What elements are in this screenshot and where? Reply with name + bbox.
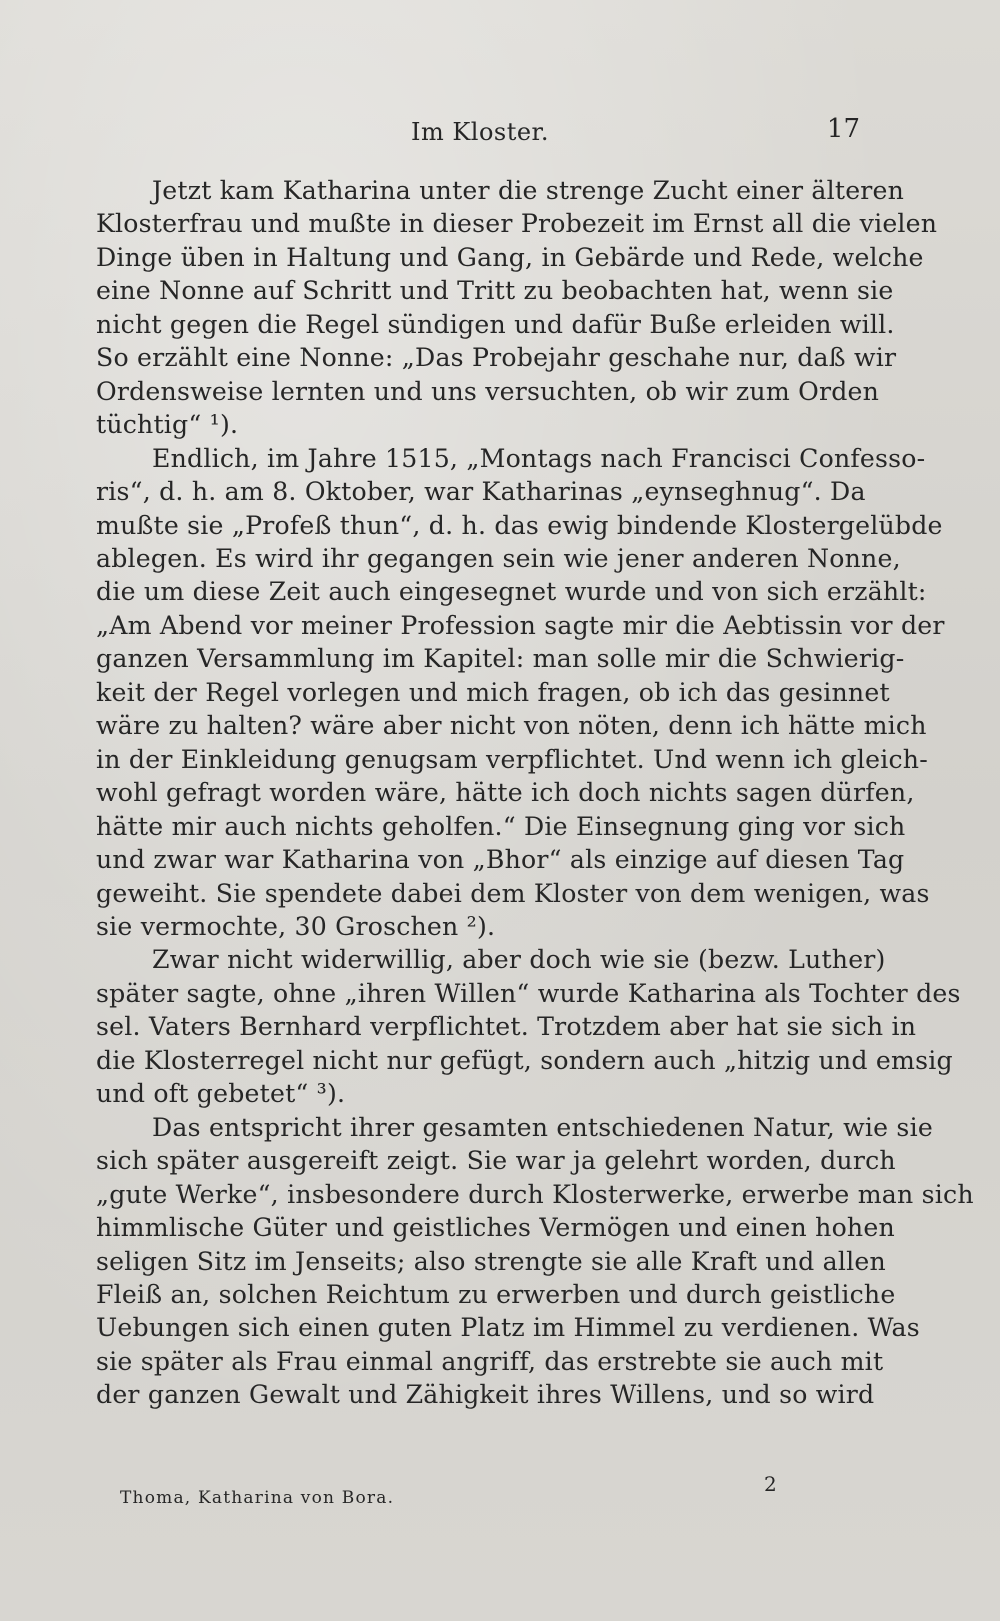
page-footer — [100, 1472, 860, 1510]
text-line: Zwar nicht widerwillig, aber doch wie sie (bezw. Luther) — [152, 945, 886, 975]
text-line: hätte mir auch nichts geholfen.“ Die Einsegnung ging vor sich — [96, 811, 906, 841]
text-line: wäre zu halten? wäre aber nicht von nöten, denn ich hätte mich — [96, 711, 927, 741]
text-line: himmlische Güter und geistliches Vermögen und einen hohen — [96, 1213, 895, 1243]
text-line: sie später als Frau einmal angriff, das erstrebte sie auch mit — [96, 1346, 884, 1376]
signature-line: Thoma, Katharina von Bora. — [120, 1488, 395, 1508]
text-line: ris“, d. h. am 8. Oktober, war Katharinas „eynseghnug“. Da — [96, 477, 866, 507]
text-line: sel. Vaters Bernhard verpflichtet. Trotzdem aber hat sie sich in — [96, 1012, 917, 1042]
text-line: keit der Regel vorlegen und mich fragen, ob ich das gesinnet — [96, 677, 890, 707]
text-line: sie vermochte, 30 Groschen ²). — [96, 911, 496, 941]
body-text — [96, 174, 974, 1412]
text-line: und oft gebetet“ ³). — [96, 1079, 346, 1109]
text-line: Ordensweise lernten und uns versuchten, ob wir zum Orden — [96, 376, 880, 406]
text-line: geweiht. Sie spendete dabei dem Kloster von dem wenigen, was — [96, 878, 930, 908]
text-line: „gute Werke“, insbesondere durch Klosterwerke, erwerbe man sich — [96, 1179, 974, 1209]
text-line: Das entspricht ihrer gesamten entschiedenen Natur, wie sie — [152, 1112, 933, 1142]
text-line: eine Nonne auf Schritt und Tritt zu beobachten hat, wenn sie — [96, 276, 894, 306]
text-line: So erzählt eine Nonne: „Das Probejahr geschahe nur, daß wir — [96, 343, 897, 373]
signature-mark: 2 — [764, 1472, 777, 1496]
text-line: Fleiß an, solchen Reichtum zu erwerben und durch geistliche — [96, 1279, 896, 1309]
page-header — [100, 114, 860, 158]
text-line: die Klosterregel nicht nur gefügt, sondern auch „hitzig und emsig — [96, 1045, 953, 1075]
text-line: „Am Abend vor meiner Profession sagte mir die Aebtissin vor der — [96, 610, 945, 640]
text-line: Endlich, im Jahre 1515, „Montags nach Francisci Confesso- — [152, 443, 926, 473]
text-line: Jetzt kam Katharina unter die strenge Zucht einer älteren — [152, 176, 905, 205]
text-line: in der Einkleidung genugsam verpflichtet. Und wenn ich gleich- — [96, 744, 928, 774]
text-line: Klosterfrau und mußte in dieser Probezeit im Ernst all die vielen — [96, 209, 938, 239]
running-title: Im Kloster. — [410, 118, 550, 146]
text-line: ablegen. Es wird ihr gegangen sein wie jener anderen Nonne, — [96, 543, 901, 573]
page-number: 17 — [826, 114, 860, 144]
text-line: Uebungen sich einen guten Platz im Himmel zu verdienen. Was — [96, 1313, 920, 1343]
text-line: wohl gefragt worden wäre, hätte ich doch nichts sagen dürfen, — [96, 778, 915, 808]
text-line: nicht gegen die Regel sündigen und dafür Buße erleiden will. — [96, 309, 895, 339]
text-line: der ganzen Gewalt und Zähigkeit ihres Willens, und so wird — [96, 1380, 875, 1410]
text-line: mußte sie „Profeß thun“, d. h. das ewig bindende Klostergelübde — [96, 510, 943, 540]
text-line: tüchtig“ ¹). — [96, 410, 239, 440]
text-line: und zwar war Katharina von „Bhor“ als einzige auf diesen Tag — [96, 845, 905, 875]
text-line: später sagte, ohne „ihren Willen“ wurde Katharina als Tochter des — [96, 978, 961, 1008]
text-line: ganzen Versammlung im Kapitel: man solle mir die Schwierig- — [96, 644, 905, 674]
text-line: Dinge üben in Haltung und Gang, in Gebärde und Rede, welche — [96, 242, 924, 272]
text-line: sich später ausgereift zeigt. Sie war ja gelehrt worden, durch — [96, 1146, 896, 1176]
text-line: die um diese Zeit auch eingesegnet wurde und von sich erzählt: — [96, 577, 927, 607]
text-line: seligen Sitz im Jenseits; also strengte sie alle Kraft und allen — [96, 1246, 886, 1276]
